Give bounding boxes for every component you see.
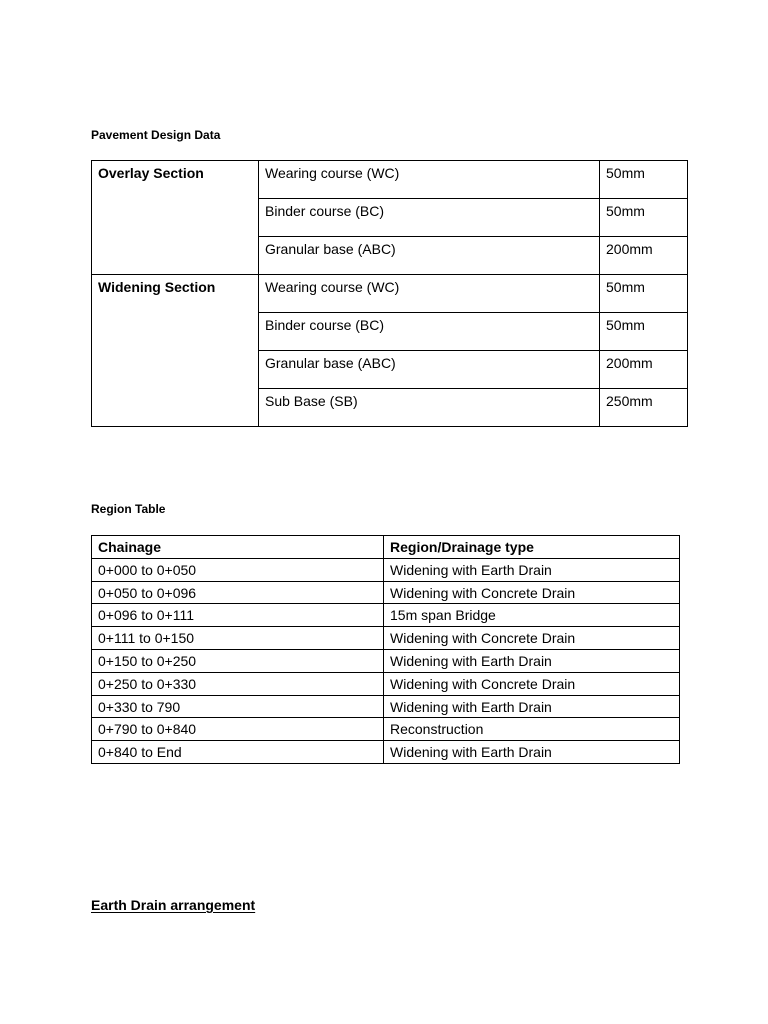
- table-row: [92, 275, 688, 313]
- region-type-cell: Widening with Earth Drain: [384, 695, 680, 718]
- chainage-cell: 0+096 to 0+111: [92, 604, 384, 627]
- region-type-cell: Widening with Concrete Drain: [384, 581, 680, 604]
- course-name: Binder course (BC): [259, 199, 600, 237]
- region-type-cell: Reconstruction: [384, 718, 680, 741]
- course-name: Binder course (BC): [259, 313, 600, 351]
- region-type-cell: 15m span Bridge: [384, 604, 680, 627]
- chainage-cell: 0+111 to 0+150: [92, 627, 384, 650]
- region-type-cell: Widening with Earth Drain: [384, 558, 680, 581]
- pavement-design-table: [91, 160, 688, 427]
- table-header-row: [92, 536, 680, 559]
- region-type-cell: Widening with Earth Drain: [384, 649, 680, 672]
- course-thickness: 200mm: [600, 237, 688, 275]
- chainage-cell: 0+790 to 0+840: [92, 718, 384, 741]
- header-region-type: Region/Drainage type: [384, 536, 680, 559]
- table-row: [92, 604, 680, 627]
- chainage-cell: 0+330 to 790: [92, 695, 384, 718]
- region-table-heading: Region Table: [91, 502, 166, 516]
- chainage-cell: 0+050 to 0+096: [92, 581, 384, 604]
- pavement-design-heading: Pavement Design Data: [91, 128, 221, 142]
- region-type-cell: Widening with Concrete Drain: [384, 672, 680, 695]
- chainage-cell: 0+000 to 0+050: [92, 558, 384, 581]
- table-row: [92, 581, 680, 604]
- table-row: [92, 672, 680, 695]
- course-name: Wearing course (WC): [259, 161, 600, 199]
- course-name: Granular base (ABC): [259, 351, 600, 389]
- region-type-cell: Widening with Earth Drain: [384, 741, 680, 764]
- chainage-cell: 0+150 to 0+250: [92, 649, 384, 672]
- course-thickness: 50mm: [600, 199, 688, 237]
- table-row: [92, 649, 680, 672]
- course-thickness: 200mm: [600, 351, 688, 389]
- region-table: [91, 535, 680, 764]
- region-type-cell: Widening with Concrete Drain: [384, 627, 680, 650]
- course-name: Wearing course (WC): [259, 275, 600, 313]
- course-name: Granular base (ABC): [259, 237, 600, 275]
- course-thickness: 50mm: [600, 313, 688, 351]
- table-row: [92, 741, 680, 764]
- chainage-cell: 0+840 to End: [92, 741, 384, 764]
- table-row: [92, 161, 688, 199]
- course-thickness: 50mm: [600, 161, 688, 199]
- course-thickness: 50mm: [600, 275, 688, 313]
- earth-drain-heading: Earth Drain arrangement: [91, 897, 256, 913]
- course-thickness: 250mm: [600, 389, 688, 427]
- section-name: Widening Section: [92, 275, 259, 427]
- header-chainage: Chainage: [92, 536, 384, 559]
- chainage-cell: 0+250 to 0+330: [92, 672, 384, 695]
- table-row: [92, 558, 680, 581]
- section-name: Overlay Section: [92, 161, 259, 275]
- course-name: Sub Base (SB): [259, 389, 600, 427]
- table-row: [92, 718, 680, 741]
- table-row: [92, 627, 680, 650]
- table-row: [92, 695, 680, 718]
